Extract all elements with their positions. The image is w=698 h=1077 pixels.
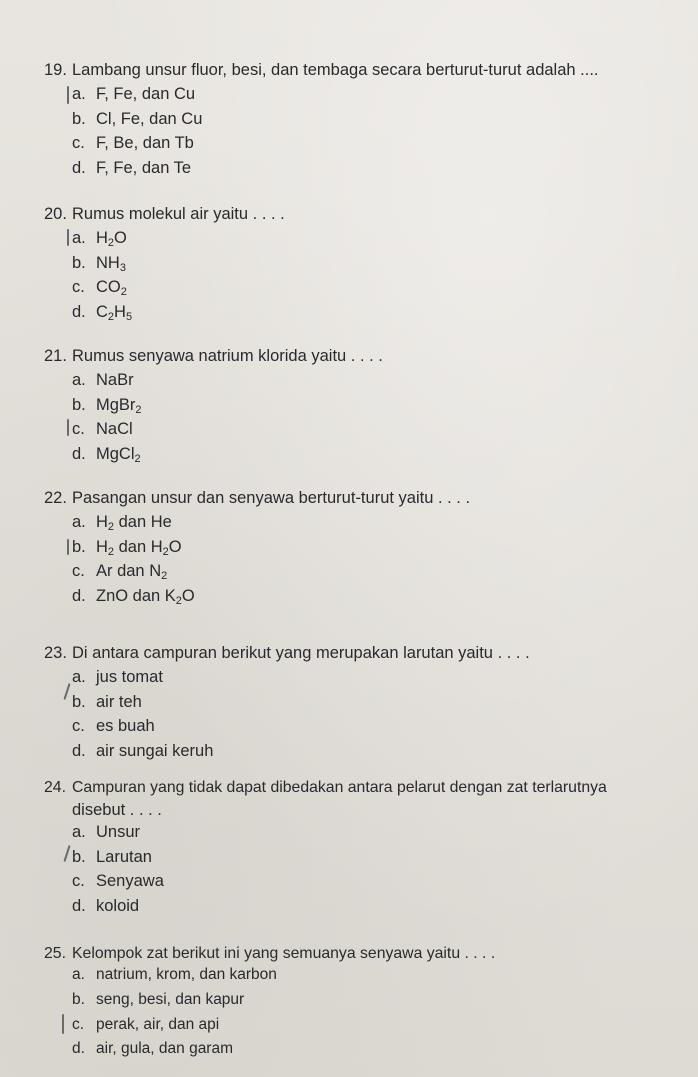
formula-part: Ar dan N <box>96 562 162 580</box>
option-a[interactable] <box>72 226 285 251</box>
option-d[interactable] <box>72 894 607 919</box>
formula-base: MgBr <box>96 395 136 414</box>
formula-subscript: 3 <box>119 261 126 274</box>
option-letter: a. <box>72 229 86 247</box>
option-text: air teh <box>96 692 142 711</box>
question-stem <box>44 942 495 966</box>
option-text: perak, air, dan api <box>96 1015 220 1033</box>
option-letter: d. <box>72 741 86 760</box>
option-list <box>44 226 285 324</box>
question-25 <box>44 942 495 1062</box>
option-letter: b. <box>72 395 86 414</box>
option-letter: a. <box>72 85 86 103</box>
question-stem <box>44 202 285 226</box>
option-b[interactable] <box>72 690 530 715</box>
question-number: 19. <box>44 61 67 79</box>
formula-subscript: 2 <box>107 521 115 533</box>
option-d[interactable] <box>72 584 470 609</box>
option-text: NaCl <box>96 420 133 438</box>
question-number: 21. <box>44 347 67 365</box>
formula-subscript: 2 <box>120 286 127 298</box>
option-letter: d. <box>72 302 86 321</box>
formula-subscript: 2 <box>135 403 142 416</box>
option-list <box>44 665 530 763</box>
option-list <box>44 82 599 180</box>
option-list <box>44 510 470 608</box>
question-number: 24. <box>44 779 66 796</box>
option-letter: d. <box>72 586 86 605</box>
option-a[interactable] <box>72 510 470 535</box>
option-text: NaBr <box>96 371 134 389</box>
formula-part: dan H <box>114 537 163 556</box>
option-a[interactable] <box>72 966 495 988</box>
question-20 <box>44 202 285 324</box>
option-letter: c. <box>72 1015 85 1033</box>
option-letter: a. <box>72 513 86 531</box>
formula-part: ZnO dan K <box>96 586 176 605</box>
option-letter: b. <box>72 109 86 128</box>
option-b[interactable] <box>72 251 285 276</box>
option-text: Unsur <box>96 823 141 841</box>
option-letter: c. <box>72 420 85 438</box>
option-c[interactable] <box>72 559 470 584</box>
option-letter: c. <box>72 872 85 890</box>
option-d[interactable] <box>72 739 530 764</box>
option-b[interactable] <box>72 988 495 1013</box>
option-b[interactable] <box>72 535 470 560</box>
question-number: 23. <box>44 644 67 662</box>
question-text: Rumus molekul air yaitu . . . . <box>72 205 285 223</box>
option-text: Larutan <box>96 847 152 866</box>
formula-part: H <box>96 537 108 556</box>
question-number: 20. <box>44 205 67 223</box>
option-text: jus tomat <box>96 668 163 686</box>
formula-base: C <box>96 302 108 321</box>
option-letter: b. <box>72 537 86 556</box>
option-letter: d. <box>72 1040 85 1057</box>
option-letter: a. <box>72 823 86 841</box>
option-text: air, gula, dan garam <box>96 1040 234 1057</box>
option-letter: c. <box>72 717 85 735</box>
answer-mark <box>67 229 69 246</box>
option-list <box>44 966 495 1062</box>
question-24 <box>44 776 607 918</box>
option-text: Cl, Fe, dan Cu <box>96 109 203 128</box>
option-c[interactable] <box>72 417 383 442</box>
question-stem <box>44 641 530 665</box>
question-text: Rumus senyawa natrium klorida yaitu . . . . <box>72 347 383 365</box>
question-number: 25. <box>44 945 66 962</box>
formula-part: O <box>168 537 182 556</box>
option-text: Senyawa <box>96 872 164 890</box>
option-c[interactable] <box>72 869 607 894</box>
option-letter: a. <box>72 668 86 686</box>
option-text: F, Fe, dan Cu <box>96 85 196 103</box>
formula-base: MgCl <box>96 444 135 463</box>
option-text: F, Be, dan Tb <box>96 134 194 152</box>
question-text: Pasangan unsur dan senyawa berturut-turut yaitu . . . . <box>72 489 471 507</box>
option-letter: c. <box>72 134 85 152</box>
formula-subscript: 2 <box>161 570 168 582</box>
option-text: es buah <box>96 717 155 735</box>
formula-subscript: 2 <box>134 452 141 465</box>
question-stem <box>44 344 383 368</box>
option-letter: b. <box>72 692 86 711</box>
formula-part: dan He <box>114 513 172 531</box>
option-letter: b. <box>72 991 85 1008</box>
option-letter: a. <box>72 966 85 983</box>
option-c[interactable] <box>72 714 530 739</box>
question-23 <box>44 641 530 763</box>
option-a[interactable] <box>72 82 599 107</box>
formula-part: H <box>96 513 108 531</box>
formula-base: NH <box>96 253 120 272</box>
formula-subscript: 2 <box>107 237 115 249</box>
option-letter: d. <box>72 896 86 915</box>
formula-part: O <box>181 586 195 605</box>
option-a[interactable] <box>72 368 383 393</box>
option-text: air sungai keruh <box>96 741 214 760</box>
formula-subscript: 2 <box>107 310 115 323</box>
formula-tail: O <box>114 229 127 247</box>
option-a[interactable] <box>72 820 607 845</box>
option-letter: c. <box>72 562 85 580</box>
option-a[interactable] <box>72 665 530 690</box>
option-text: koloid <box>96 896 140 915</box>
question-text: Lambang unsur fluor, besi, dan tembaga secara berturut-turut adalah .... <box>72 61 599 79</box>
answer-mark <box>67 419 69 436</box>
option-b[interactable] <box>72 393 383 418</box>
option-text: F, Fe, dan Te <box>96 158 192 177</box>
question-19 <box>44 58 599 180</box>
option-letter: a. <box>72 371 86 389</box>
option-d[interactable] <box>72 156 599 181</box>
formula-base: H <box>96 229 108 247</box>
answer-mark <box>62 1014 64 1034</box>
option-d[interactable] <box>72 1037 495 1062</box>
option-letter: d. <box>72 158 86 177</box>
option-d[interactable] <box>72 442 383 467</box>
question-number: 22. <box>44 489 67 507</box>
option-text: seng, besi, dan kapur <box>96 991 245 1008</box>
option-list <box>44 820 607 918</box>
option-b[interactable] <box>72 107 599 132</box>
formula-tail: H <box>114 302 126 321</box>
formula-subscript: 2 <box>162 545 169 558</box>
option-c[interactable] <box>72 131 599 156</box>
option-letter: d. <box>72 444 86 463</box>
question-text: Di antara campuran berikut yang merupakan larutan yaitu . . . . <box>72 644 530 662</box>
question-text: Campuran yang tidak dapat dibedakan antara pelarut dengan zat terlarutnya <box>72 779 607 796</box>
question-stem-continuation: disebut . . . . <box>72 801 162 819</box>
question-21 <box>44 344 383 466</box>
formula-subscript: 2 <box>175 594 182 607</box>
formula-subscript: 2 <box>107 545 115 558</box>
question-stem <box>44 776 607 800</box>
option-letter: b. <box>72 253 86 272</box>
option-d[interactable] <box>72 300 285 325</box>
answer-mark <box>67 86 69 104</box>
question-22 <box>44 486 470 608</box>
option-b[interactable] <box>72 845 607 870</box>
option-letter: b. <box>72 847 86 866</box>
option-letter: c. <box>72 278 85 296</box>
option-list <box>44 368 383 466</box>
question-stem <box>44 486 470 510</box>
question-text: Kelompok zat berikut ini yang semuanya senyawa yaitu . . . . <box>72 945 496 962</box>
formula-subscript: 5 <box>125 310 133 323</box>
question-stem <box>44 58 599 82</box>
formula-base: CO <box>96 278 121 296</box>
option-text: natrium, krom, dan karbon <box>96 966 277 983</box>
option-c[interactable] <box>72 275 285 300</box>
answer-mark <box>67 539 69 555</box>
option-c[interactable] <box>72 1013 495 1038</box>
